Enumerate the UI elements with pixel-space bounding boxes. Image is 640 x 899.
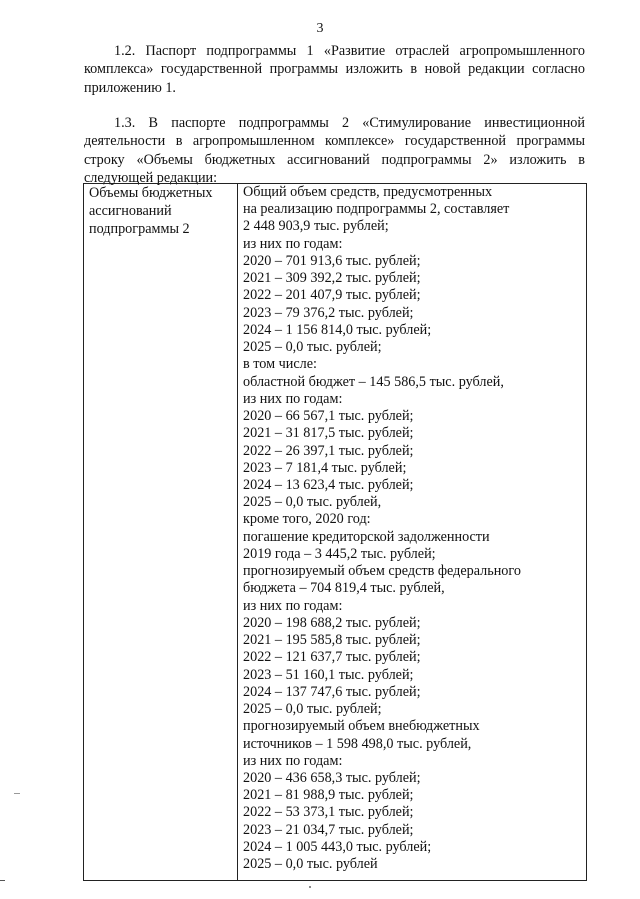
paragraph-1-3: 1.3. В паспорте подпрограммы 2 «Стимулирование инвестиционной деятельности в агропромышленном комплексе» государственной программы строку «Объемы бюджетных ассигнований подпрограммы 2» изложить в следующей редакции: — [84, 115, 585, 186]
table-right-line: Общий объем средств, предусмотренных — [243, 184, 493, 200]
table-right-line: 2024 – 137 747,6 тыс. рублей; — [243, 683, 421, 700]
table-right-line: 2022 – 26 397,1 тыс. рублей; — [243, 442, 414, 459]
table-right-line: 2025 – 0,0 тыс. рублей — [243, 856, 378, 873]
table-right-line: 2025 – 0,0 тыс. рублей, — [243, 494, 382, 511]
table-right-line: из них по годам: — [243, 235, 343, 252]
table-right-line: источников – 1 598 498,0 тыс. рублей, — [243, 735, 472, 752]
table-right-line: 2025 – 0,0 тыс. рублей; — [243, 701, 382, 718]
scan-dot — [309, 886, 311, 888]
table-right-line: 2023 – 7 181,4 тыс. рублей; — [243, 459, 407, 476]
table-right-line: 2022 – 53 373,1 тыс. рублей; — [243, 804, 414, 821]
edge-mark — [0, 880, 5, 881]
table-right-line: бюджета – 704 819,4 тыс. рублей, — [243, 580, 445, 597]
table-right-line: 2020 – 701 913,6 тыс. рублей; — [243, 252, 421, 269]
table-right-line: областной бюджет – 145 586,5 тыс. рублей, — [243, 373, 504, 390]
table-right-line: 2024 – 13 623,4 тыс. рублей; — [243, 476, 414, 493]
table-right-line: 2021 – 195 585,8 тыс. рублей; — [243, 632, 421, 649]
passport-table — [83, 183, 587, 881]
margin-mark — [14, 793, 20, 794]
table-right-line: 2020 – 66 567,1 тыс. рублей; — [243, 408, 414, 425]
table-right-line: 2 448 903,9 тыс. рублей; — [243, 218, 389, 235]
table-right-line: из них по годам: — [243, 597, 343, 614]
table-right-line: 2023 – 79 376,2 тыс. рублей; — [243, 304, 414, 321]
table-right-line: из них по годам: — [243, 752, 343, 769]
table-right-line: 2022 – 201 407,9 тыс. рублей; — [243, 287, 421, 304]
table-right-line: 2020 – 436 658,3 тыс. рублей; — [243, 769, 421, 786]
table-right-line: 2024 – 1 005 443,0 тыс. рублей; — [243, 838, 432, 855]
table-right-line: 2021 – 81 988,9 тыс. рублей; — [243, 787, 414, 804]
table-right-line: кроме того, 2020 год: — [243, 511, 371, 528]
table-right-line: 2021 – 31 817,5 тыс. рублей; — [243, 425, 414, 442]
table-right-line: 2019 года – 3 445,2 тыс. рублей; — [243, 545, 436, 562]
table-right-line: погашение кредиторской задолженности — [243, 528, 490, 545]
table-column-divider — [237, 184, 238, 880]
table-right-line: 2023 – 21 034,7 тыс. рублей; — [243, 821, 414, 838]
table-right-line: на реализацию подпрограммы 2, составляет — [243, 201, 510, 218]
table-right-line: прогнозируемый объем внебюджетных — [243, 718, 480, 735]
table-right-line: из них по годам: — [243, 390, 343, 407]
table-right-cell — [243, 184, 583, 873]
table-right-line: 2021 – 309 392,2 тыс. рублей; — [243, 270, 421, 287]
table-right-line: 2025 – 0,0 тыс. рублей; — [243, 339, 382, 356]
table-right-line: 2024 – 1 156 814,0 тыс. рублей; — [243, 321, 432, 338]
paragraph-1-2: 1.2. Паспорт подпрограммы 1 «Развитие отраслей агропромышленного комплекса» государственной программы изложить в новой редакции согласно приложению 1. — [84, 43, 585, 96]
table-right-line: 2023 – 51 160,1 тыс. рублей; — [243, 666, 414, 683]
table-right-line: 2020 – 198 688,2 тыс. рублей; — [243, 614, 421, 631]
table-right-line: 2022 – 121 637,7 тыс. рублей; — [243, 649, 421, 666]
table-right-line: в том числе: — [243, 356, 317, 373]
table-right-line: прогнозируемый объем средств федерального — [243, 563, 521, 580]
page-number: 3 — [316, 21, 324, 36]
table-left-cell: Объемы бюджетных ассигнований подпрограммы 2 — [89, 185, 213, 238]
